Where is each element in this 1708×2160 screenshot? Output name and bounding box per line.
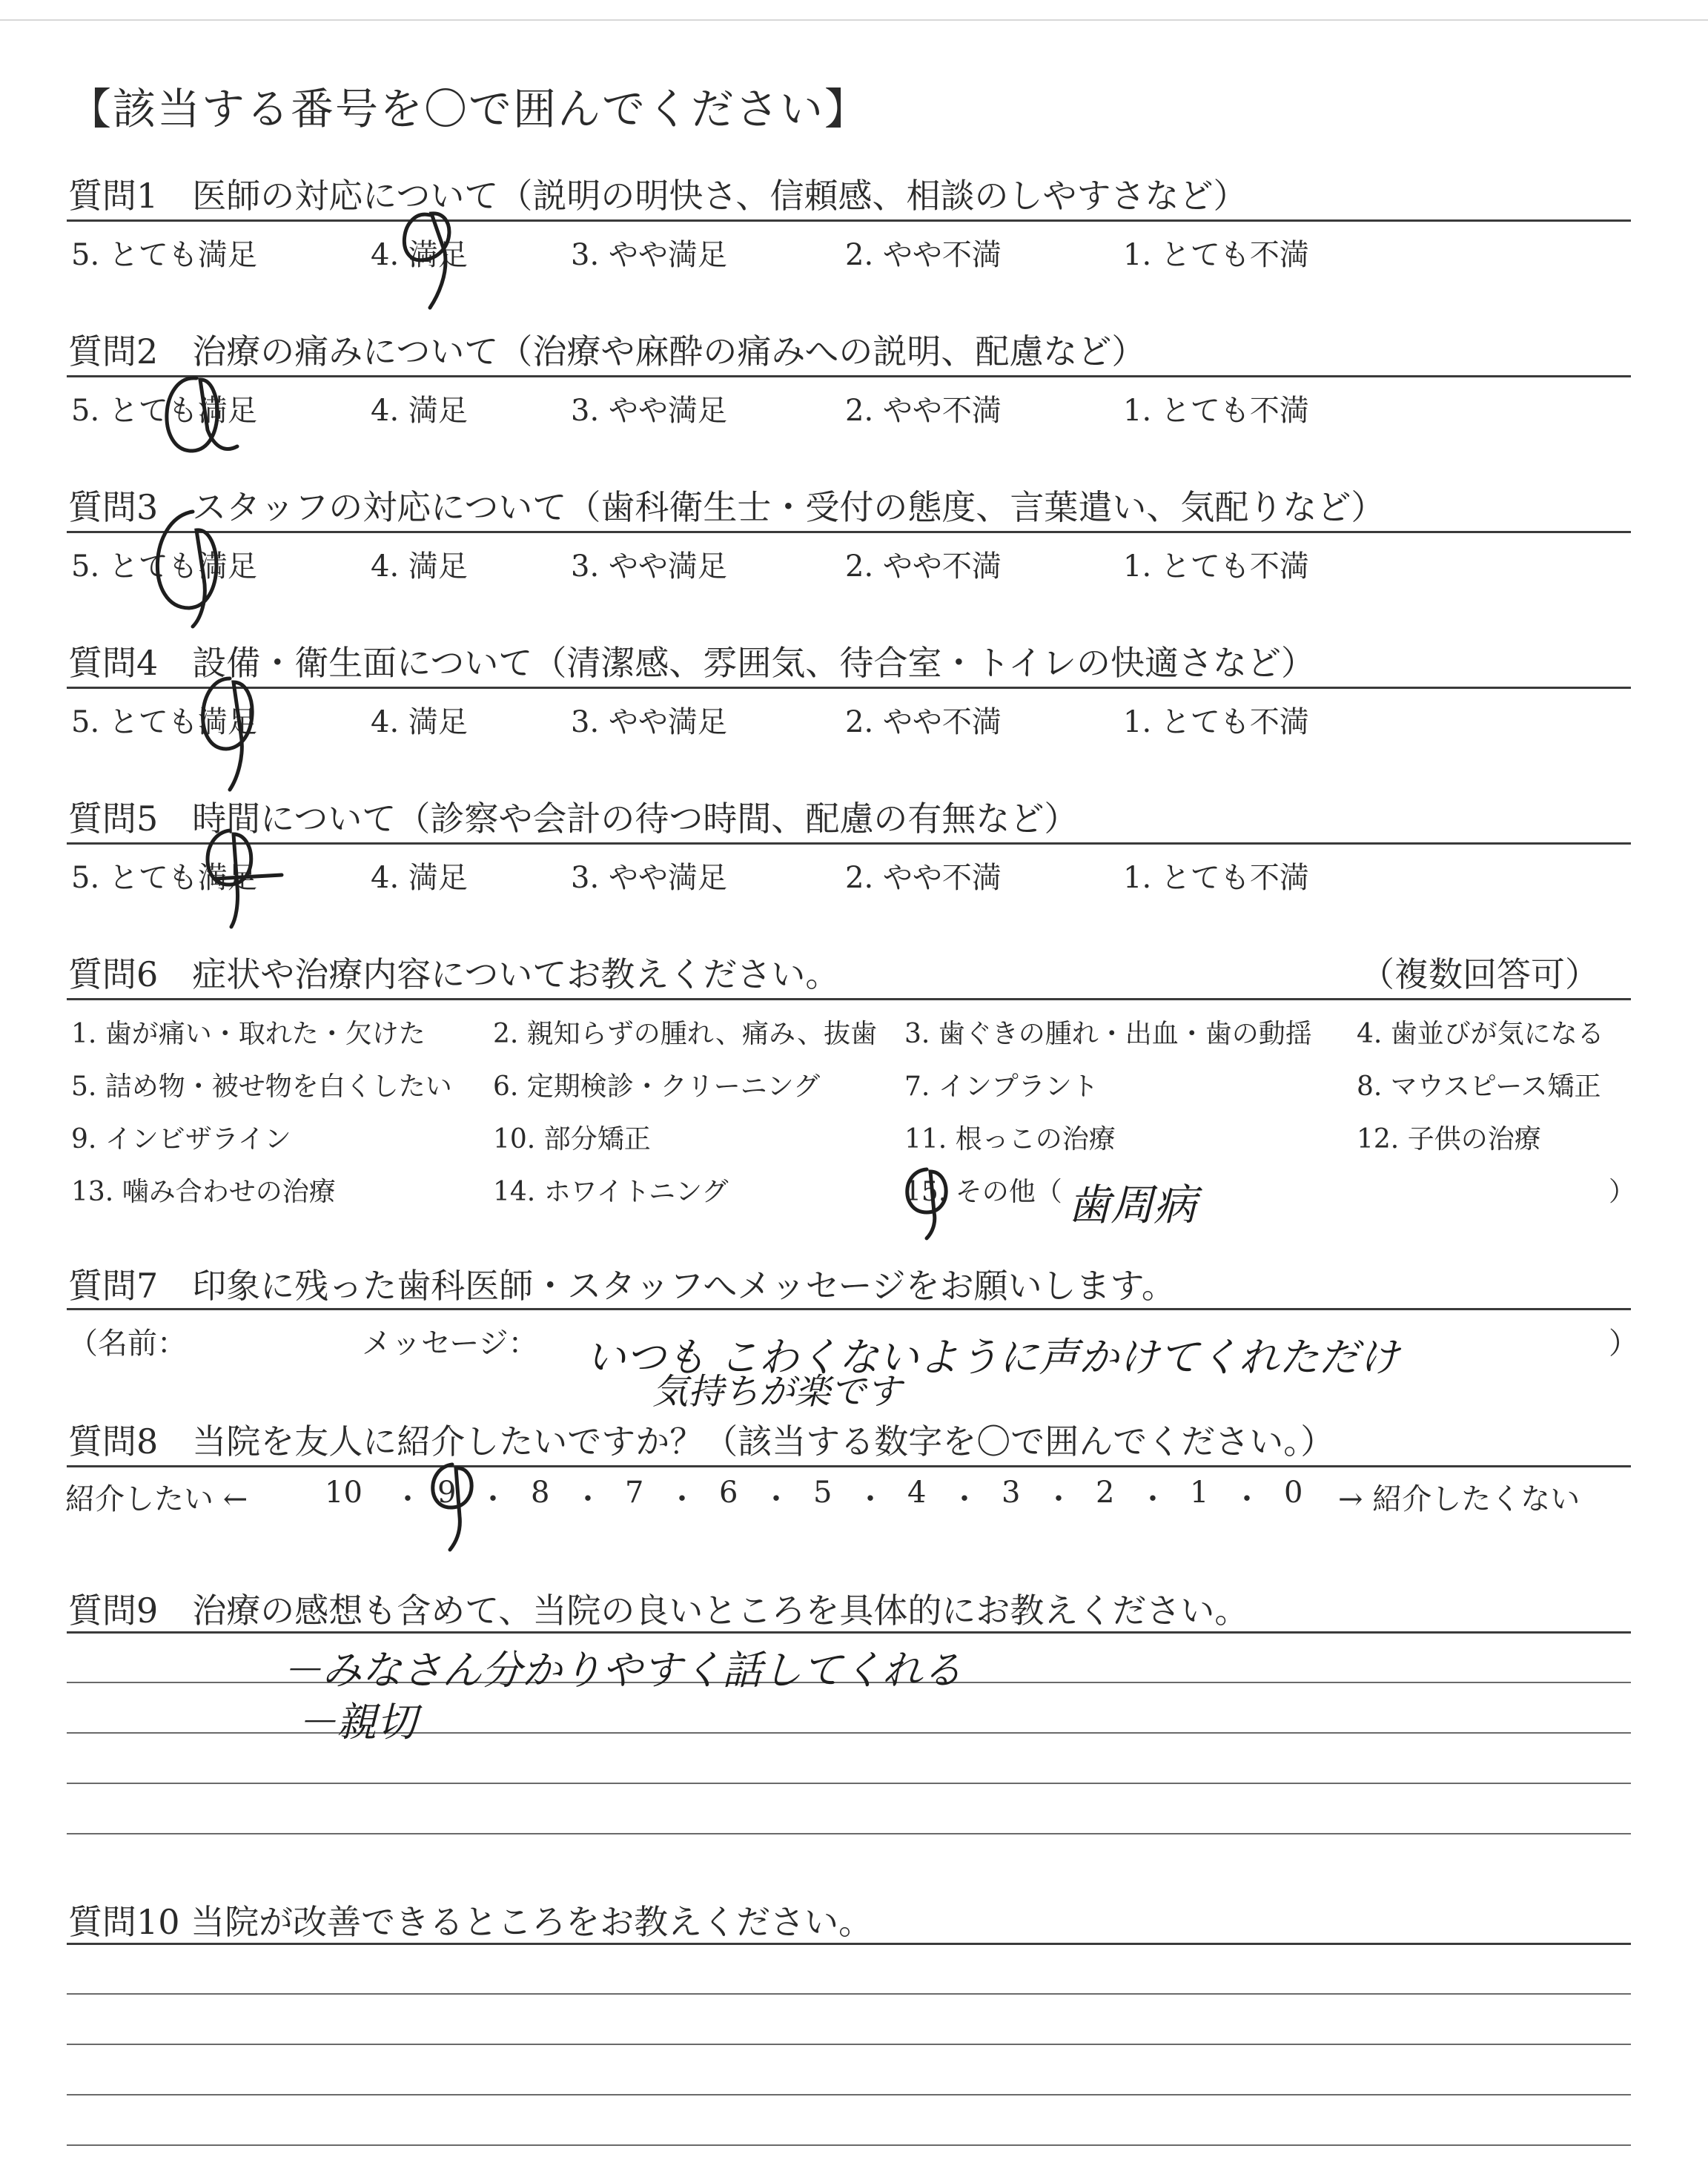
- q8-scale-dot: ・: [1138, 1482, 1168, 1516]
- q9-answer-line: [67, 1833, 1631, 1834]
- q4-option-2[interactable]: 2. やや不満: [845, 705, 1002, 739]
- q9-handwritten-answer-line2: －親切: [297, 1699, 417, 1745]
- q2-option-4[interactable]: 4. 満足: [371, 394, 468, 428]
- q10-answer-line: [67, 2144, 1631, 2146]
- q8-scale-dot: ・: [855, 1482, 885, 1516]
- q4-option-3[interactable]: 3. やや満足: [571, 705, 727, 739]
- question-9-title: 質問9 治療の感想も含めて、当院の良いところを具体的にお教えください。: [68, 1591, 1249, 1631]
- q8-scale-5[interactable]: 5: [813, 1476, 833, 1510]
- q4-option-4[interactable]: 4. 満足: [371, 705, 468, 739]
- q8-scale-0[interactable]: 0: [1284, 1476, 1303, 1510]
- question-2-rule: [67, 375, 1631, 377]
- q5-option-1[interactable]: 1. とても不満: [1123, 861, 1309, 895]
- q3-option-1[interactable]: 1. とても不満: [1123, 549, 1309, 584]
- q4-option-5[interactable]: 5. とても満足: [71, 705, 257, 739]
- q2-option-3[interactable]: 3. やや満足: [571, 394, 727, 428]
- q8-scale-7[interactable]: 7: [625, 1476, 644, 1510]
- q5-option-2[interactable]: 2. やや不満: [845, 861, 1002, 895]
- scan-top-edge: [0, 19, 1708, 21]
- q8-scale-dot: ・: [573, 1482, 603, 1516]
- q6-option-12[interactable]: 12. 子供の治療: [1357, 1124, 1541, 1155]
- question-4-title: 質問4 設備・衛生面について（清潔感、雰囲気、待合室・トイレの快適さなど）: [68, 643, 1316, 683]
- question-6-title: 質問6 症状や治療内容についてお教えください。: [68, 954, 840, 994]
- q8-scale-dot: ・: [1232, 1482, 1262, 1516]
- q1-option-3[interactable]: 3. やや満足: [571, 238, 727, 272]
- instruction-header: 【該当する番号を〇で囲んでください】: [68, 84, 870, 134]
- q7-message-label: メッセージ：: [362, 1327, 538, 1361]
- q8-scale-dot: ・: [950, 1482, 979, 1516]
- q8-scale-dot: ・: [478, 1482, 508, 1516]
- q6-other-close-paren: ）: [1609, 1177, 1636, 1207]
- q8-scale-4[interactable]: 4: [907, 1476, 927, 1510]
- q1-option-5[interactable]: 5. とても満足: [71, 238, 257, 272]
- q8-right-label: → 紹介したくない: [1338, 1482, 1580, 1516]
- q6-option-10[interactable]: 10. 部分矯正: [493, 1124, 651, 1155]
- q8-scale-1[interactable]: 1: [1190, 1476, 1209, 1510]
- q2-hand-circle-mark: [148, 363, 245, 475]
- q1-hand-circle-mark: [385, 185, 474, 311]
- question-5-rule: [67, 842, 1631, 845]
- q4-option-1[interactable]: 1. とても不満: [1123, 705, 1309, 739]
- q9-handwritten-answer-line1: －みなさん分かりやすく話してくれる: [282, 1647, 962, 1694]
- question-3-title: 質問3 スタッフの対応について（歯科衛生士・受付の態度、言葉遣い、気配りなど）: [68, 487, 1386, 527]
- q6-option-4[interactable]: 4. 歯並びが気になる: [1357, 1019, 1604, 1049]
- q3-option-2[interactable]: 2. やや不満: [845, 549, 1002, 584]
- q10-answer-line: [67, 2044, 1631, 2045]
- q6-option-8[interactable]: 8. マウスピース矯正: [1357, 1071, 1601, 1102]
- q3-option-5[interactable]: 5. とても満足: [71, 549, 257, 584]
- q9-answer-line: [67, 1783, 1631, 1784]
- question-2-title: 質問2 治療の痛みについて（治療や麻酔の痛みへの説明、配慮など）: [68, 331, 1146, 371]
- q8-scale-dot: ・: [761, 1482, 791, 1516]
- q6-option-13[interactable]: 13. 噛み合わせの治療: [71, 1177, 336, 1207]
- q6-option-3[interactable]: 3. 歯ぐきの腫れ・出血・歯の動揺: [904, 1019, 1312, 1049]
- question-1-title: 質問1 医師の対応について（説明の明快さ、信頼感、相談のしやすさなど）: [68, 176, 1248, 216]
- q3-hand-circle-mark: [141, 497, 245, 630]
- q6-option-6[interactable]: 6. 定期検診・クリーニング: [493, 1071, 821, 1102]
- question-4-rule: [67, 687, 1631, 689]
- question-6-note: （複数回答可）: [1360, 954, 1599, 994]
- q5-option-3[interactable]: 3. やや満足: [571, 861, 727, 895]
- q6-option-7[interactable]: 7. インプラント: [904, 1071, 1099, 1102]
- question-1-rule: [67, 219, 1631, 222]
- q8-scale-2[interactable]: 2: [1096, 1476, 1115, 1510]
- q8-hand-circle-mark: [419, 1427, 486, 1553]
- q8-left-label: 紹介したい ←: [65, 1482, 248, 1516]
- q8-scale-6[interactable]: 6: [719, 1476, 738, 1510]
- question-10-rule: [67, 1943, 1631, 1945]
- q3-option-4[interactable]: 4. 満足: [371, 549, 468, 584]
- q2-option-2[interactable]: 2. やや不満: [845, 394, 1002, 428]
- q8-scale-dot: ・: [393, 1482, 423, 1516]
- q2-option-1[interactable]: 1. とても不満: [1123, 394, 1309, 428]
- q7-name-label: （名前：: [68, 1327, 187, 1361]
- q6-option-14[interactable]: 14. ホワイトニング: [493, 1177, 729, 1207]
- question-8-title: 質問8 当院を友人に紹介したいですか？（該当する数字を〇で囲んでください。）: [68, 1421, 1335, 1462]
- question-8-rule: [67, 1465, 1631, 1467]
- q6-option-1[interactable]: 1. 歯が痛い・取れた・欠けた: [71, 1019, 426, 1049]
- q10-answer-line: [67, 1993, 1631, 1995]
- q4-hand-circle-mark: [185, 660, 274, 793]
- q3-option-3[interactable]: 3. やや満足: [571, 549, 727, 584]
- q5-hand-circle-mark: [185, 819, 289, 931]
- q6-hand-circle-mark: [893, 1160, 960, 1242]
- question-6-rule: [67, 998, 1631, 1000]
- q6-option-2[interactable]: 2. 親知らずの腫れ、痛み、抜歯: [493, 1019, 878, 1049]
- q6-option-15-other[interactable]: 15. その他（: [904, 1177, 1062, 1207]
- q5-option-5[interactable]: 5. とても満足: [71, 861, 257, 895]
- question-3-rule: [67, 531, 1631, 533]
- question-5-title: 質問5 時間について（診察や会計の待つ時間、配慮の有無など）: [68, 799, 1079, 839]
- q8-scale-8[interactable]: 8: [531, 1476, 550, 1510]
- question-9-rule: [67, 1631, 1631, 1634]
- q8-scale-3[interactable]: 3: [1002, 1476, 1021, 1510]
- q8-scale-10[interactable]: 10: [325, 1476, 363, 1510]
- q7-handwritten-message-line2: 気持ちが楽です: [652, 1371, 902, 1413]
- q6-option-9[interactable]: 9. インビザライン: [71, 1124, 291, 1155]
- q7-close-paren: ）: [1609, 1327, 1638, 1361]
- q6-other-handwritten-answer: 歯周病: [1068, 1180, 1197, 1230]
- q8-scale-dot: ・: [1044, 1482, 1073, 1516]
- q6-option-5[interactable]: 5. 詰め物・被せ物を白くしたい: [71, 1071, 452, 1102]
- q6-option-11[interactable]: 11. 根っこの治療: [904, 1124, 1116, 1155]
- question-7-rule: [67, 1308, 1631, 1310]
- q8-scale-9[interactable]: 9: [437, 1476, 457, 1510]
- q7-handwritten-message-line1: いつも こわくないように声かけてくれただけ: [586, 1334, 1400, 1381]
- question-10-title: 質問10 当院が改善できるところをお教えください。: [68, 1902, 873, 1942]
- question-7-title: 質問7 印象に残った歯科医師・スタッフへメッセージをお願いします。: [68, 1266, 1176, 1306]
- q2-option-5[interactable]: 5. とても満足: [71, 394, 257, 428]
- q1-option-4[interactable]: 4. 満足: [371, 238, 468, 272]
- q1-option-2[interactable]: 2. やや不満: [845, 238, 1002, 272]
- q1-option-1[interactable]: 1. とても不満: [1123, 238, 1309, 272]
- q8-scale-dot: ・: [667, 1482, 697, 1516]
- q10-answer-line: [67, 2094, 1631, 2095]
- q5-option-4[interactable]: 4. 満足: [371, 861, 468, 895]
